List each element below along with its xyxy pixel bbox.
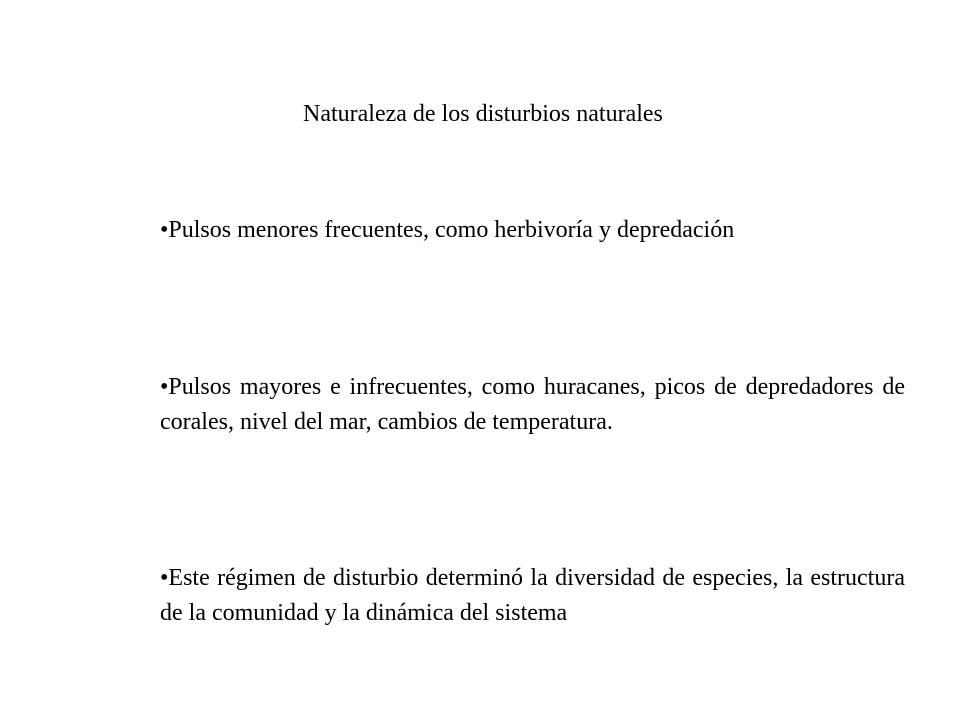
- bullet-marker: •: [160, 217, 169, 243]
- bullet-marker: •: [160, 565, 169, 591]
- bullet-item: [160, 213, 905, 248]
- bullet-item: [160, 370, 905, 440]
- bullet-marker: •: [160, 374, 169, 400]
- bullet-text: Pulsos menores frecuentes, como herbivoría y depredación: [168, 217, 735, 243]
- bullet-item: [160, 561, 905, 631]
- slide-title: Naturaleza de los disturbios naturales: [303, 101, 663, 127]
- bullet-text: Este régimen de disturbio determinó la diversidad de especies, la estructura de la comunidad y la dinámica del sistema: [160, 565, 905, 626]
- bullet-text: Pulsos mayores e infrecuentes, como huracanes, picos de depredadores de corales, nivel del mar, cambios de temperatura.: [160, 374, 905, 435]
